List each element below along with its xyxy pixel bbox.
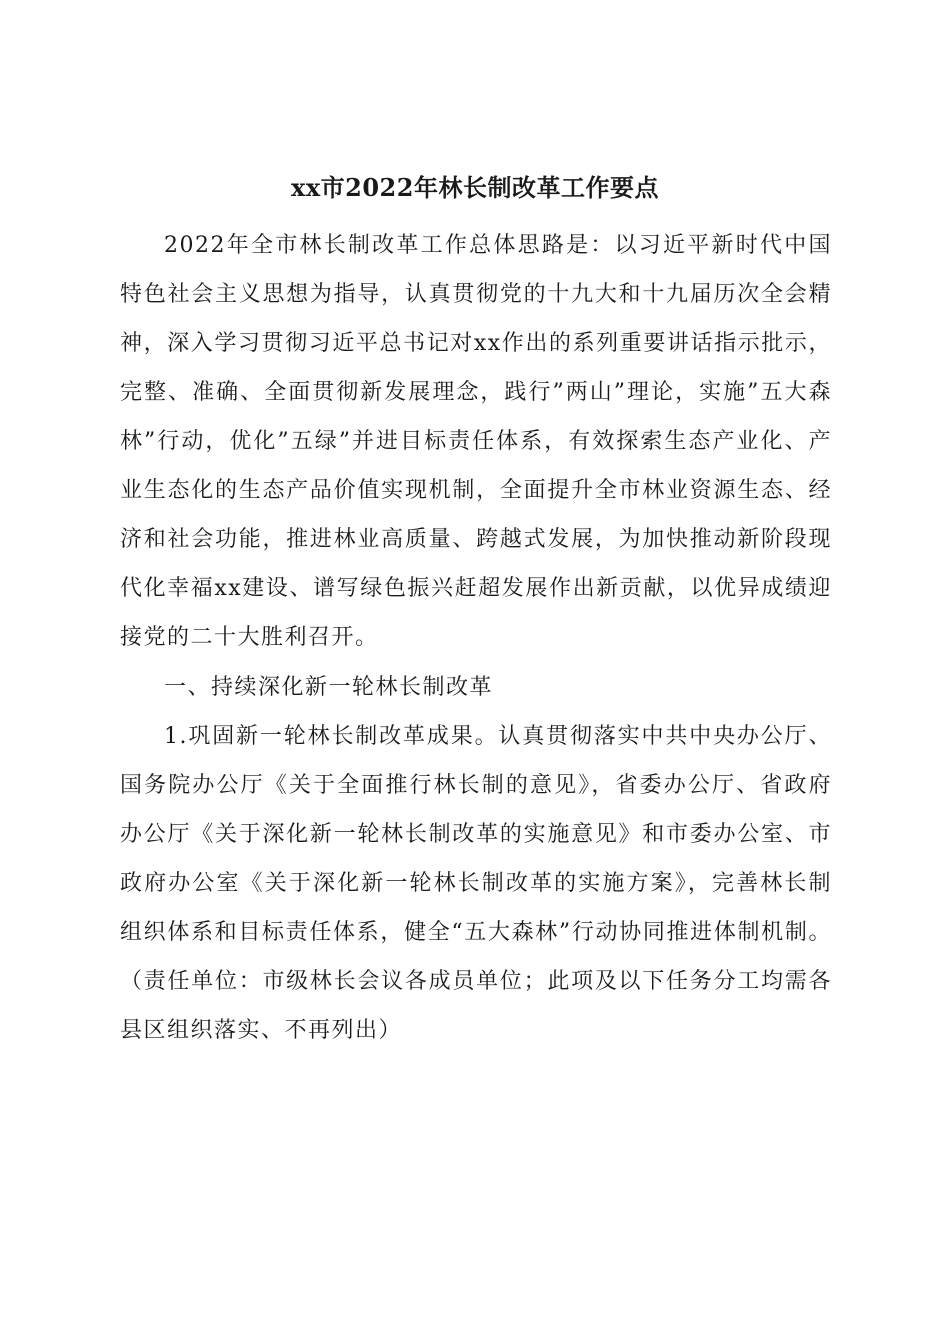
intro-paragraph: 2022年全市林长制改革工作总体思路是：以习近平新时代中国特色社会主义思想为指导，认真贯彻党的十九大和十九届历次全会精神，深入学习贯彻习近平总书记对xx作出的系列重要讲话指示批示，完整、准确、全面贯彻新发展理念，践行”两山”理论，实施”五大森林”行动，优化”五绿”并进目标责任体系，有效探索生态产业化、产业生态化的生态产品价值实现机制，全面提升全市林业资源生态、经济和社会功能，推进林业高质量、跨越式发展，为加快推动新阶段现代化幸福xx建设、谱写绿色振兴赶超发展作出新贡献，以优异成绩迎接党的二十大胜利召开。 xyxy=(120,233,832,650)
section-heading: 一、持续深化新一轮林长制改革 xyxy=(164,675,494,700)
document-title: xx市2022年林长制改革工作要点 xyxy=(291,173,659,202)
item-paragraph: 1.巩固新一轮林长制改革成果。认真贯彻落实中共中央办公厅、国务院办公厅《关于全面推行林长制的意见》，省委办公厅、省政府办公厅《关于深化新一轮林长制改革的实施意见》和市委办公室、市政府办公室《关于深化新一轮林长制改革的实施方案》，完善林长制组织体系和目标责任体系，健全“五大森林”行动协同推进体制机制。（责任单位：市级林长会议各成员单位；此项及以下任务分工均需各县区组织落实、不再列出） xyxy=(120,724,832,1043)
